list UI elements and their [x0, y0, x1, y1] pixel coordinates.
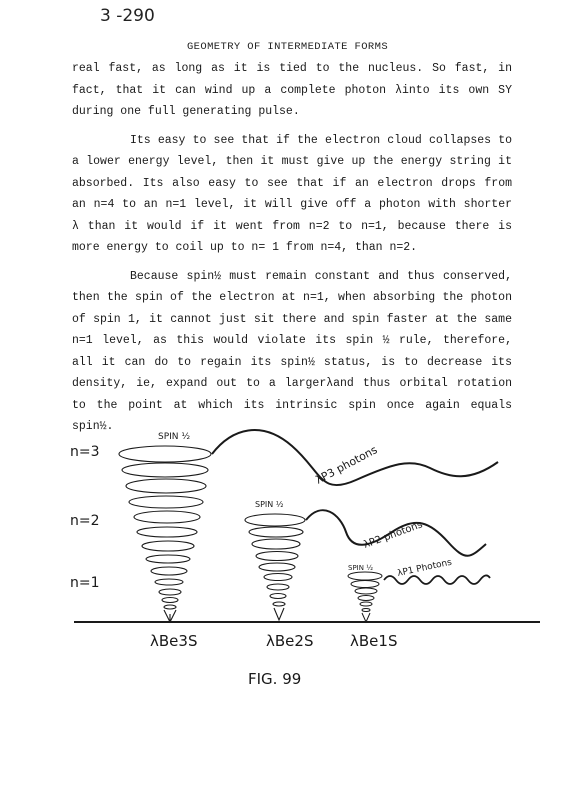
vortex-n1 [348, 572, 382, 622]
photon-label-n2: λP2 photons [362, 519, 425, 551]
paragraph-2: Its easy to see that if the electron cloud collapses to a lower energy level, then it must give up the energy string it absorbed. Its also easy to see that if an electron drops from an n=4 to an n=1 level, it will give off a photon with shorter λ than it would if it went from n=2 to n=1, because there is more energy to coil up to n= 1 from n=4, than n=2. [72, 133, 512, 254]
vortex-n3 [119, 446, 211, 622]
base-label-3s: λBe3S [150, 632, 198, 650]
paragraph-3: Because spin½ must remain constant and thus conserved, then the spin of the electron at n=1, when absorbing the photon of spin 1, it cannot just sit there and spin faster at the same n=1 level, as this would violate its spin ½ rule, therefore, all it can do to regain its spin½ status, is to decrease its density, ie, expand out to a largerλand thus orbital rotation to the point at which its intrinsic spin once again equals spin½. [72, 269, 512, 433]
body-text [72, 58, 512, 445]
spin-label-n3: SPIN ½ [158, 432, 191, 442]
photon-label-n1: λP1 Photons [396, 557, 453, 579]
level-label-n1: n=1 [70, 575, 100, 591]
base-label-2s: λBe2S [266, 632, 314, 650]
figure-electron-vortices [0, 424, 575, 714]
base-label-1s: λBe1S [350, 632, 398, 650]
spin-label-n1: SPIN ½ [348, 564, 373, 572]
paragraph-1: real fast, as long as it is tied to the nucleus. So fast, in fact, that it can wind up a complete photon λinto its own SY during one full generating pulse. [72, 62, 512, 118]
level-label-n3: n=3 [70, 444, 100, 460]
spin-label-n2: SPIN ½ [255, 500, 284, 509]
vortex-n2 [245, 514, 305, 620]
page-header: GEOMETRY OF INTERMEDIATE FORMS [186, 41, 389, 53]
photon-label-n3: λP3 photons [313, 443, 380, 487]
figure-caption: FIG. 99 [248, 670, 302, 688]
figure-drawing [0, 424, 575, 714]
page-number: 3 -290 [100, 6, 155, 26]
level-label-n2: n=2 [70, 513, 100, 529]
